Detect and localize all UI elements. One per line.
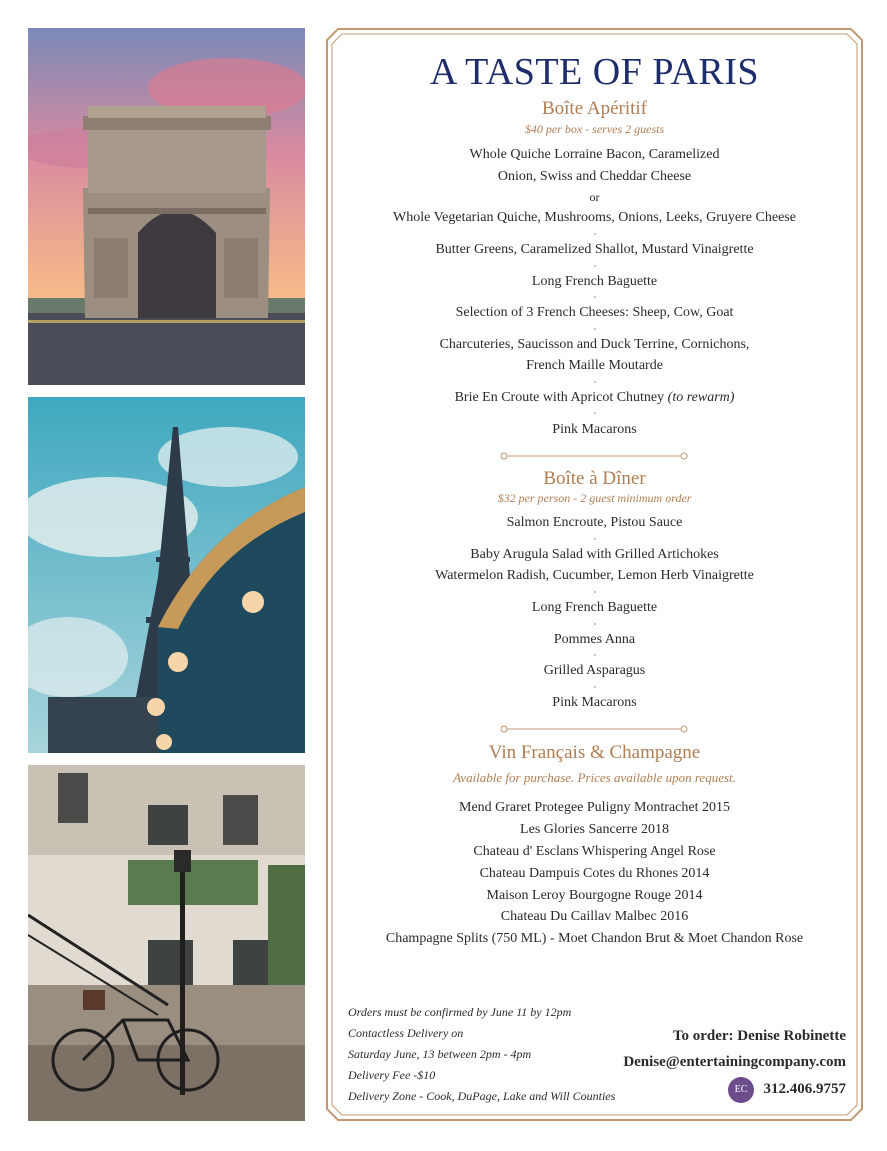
wine-item: Champagne Splits (750 ML) - Moet Chandon Brut & Moet Chandon Rose: [385, 931, 804, 946]
separator-dot: [594, 591, 596, 593]
menu-item-note: (to rewarm): [667, 390, 735, 405]
menu-item: Grilled Asparagus: [543, 663, 646, 678]
delivery-zone-note: Delivery Zone - Cook, DuPage, Lake and Will Counties: [348, 1089, 616, 1103]
wine-item: Chateau Dampuis Cotes du Rhones 2014: [479, 866, 710, 881]
wine-item: Maison Leroy Bourgogne Rouge 2014: [486, 888, 703, 903]
menu-item: Butter Greens, Caramelized Shallot, Mustard Vinaigrette: [435, 242, 754, 257]
section-divider: [499, 724, 689, 734]
wine-item: Mend Graret Protegee Puligny Montrachet 2015: [459, 800, 730, 815]
menu-item: French Maille Moutarde: [526, 358, 663, 373]
menu-item: [326, 387, 863, 408]
separator-dot: [594, 686, 596, 688]
menu-item: Charcuteries, Saucisson and Duck Terrine, Cornichons,: [439, 337, 750, 352]
wine-heading: Vin Français & Champagne: [488, 742, 701, 763]
delivery-fee-note: Delivery Fee -$10: [348, 1068, 436, 1082]
menu-item: Watermelon Radish, Cucumber, Lemon Herb Vinaigrette: [435, 568, 754, 583]
separator-dot: [594, 623, 596, 625]
delivery-note: Contactless Delivery on: [348, 1026, 464, 1040]
separator-dot: [594, 654, 596, 656]
section-divider: [499, 451, 689, 461]
menu-item: Salmon Encroute, Pistou Sauce: [506, 515, 683, 530]
separator-dot: [594, 296, 596, 298]
menu-item: Long French Baguette: [531, 600, 658, 615]
menu-item-or: or: [589, 190, 600, 204]
delivery-date-note: Saturday June, 13 between 2pm - 4pm: [348, 1047, 532, 1061]
aperitif-subheading: $40 per box - serves 2 guests: [524, 122, 665, 136]
menu-item: Pink Macarons: [552, 695, 637, 710]
menu-item: Selection of 3 French Cheeses: Sheep, Cow, Goat: [455, 305, 734, 320]
wine-item: Chateau Du Caillav Malbec 2016: [500, 909, 689, 924]
order-contact-label: To order: Denise Robinette: [672, 1028, 846, 1044]
contact-phone[interactable]: 312.406.9757: [763, 1081, 846, 1097]
separator-dot: [594, 538, 596, 540]
order-deadline-note: Orders must be confirmed by June 11 by 12pm: [348, 1005, 572, 1019]
contact-email[interactable]: Denise@entertainingcompany.com: [623, 1054, 846, 1070]
separator-dot: [594, 328, 596, 330]
page-title: A TASTE OF PARIS: [429, 51, 760, 93]
menu-item: Whole Vegetarian Quiche, Mushrooms, Onions, Leeks, Gruyere Cheese: [393, 210, 796, 225]
wine-item: Les Glories Sancerre 2018: [520, 822, 669, 837]
eiffel-tower-carousel-photo: [28, 397, 305, 753]
menu-item: Baby Arugula Salad with Grilled Artichokes: [470, 547, 719, 562]
menu-item: Pink Macarons: [552, 422, 637, 437]
wine-subheading: Available for purchase. Prices available upon request.: [453, 770, 736, 785]
menu-item: Long French Baguette: [531, 274, 658, 289]
diner-heading: Boîte à Dîner: [543, 468, 646, 489]
ec-logo-badge: EC: [728, 1077, 754, 1103]
separator-dot: [594, 265, 596, 267]
menu-item: Pommes Anna: [553, 632, 636, 647]
diner-subheading: $32 per person - 2 guest minimum order: [497, 491, 692, 505]
menu-item: Whole Quiche Lorraine Bacon, Caramelized: [469, 147, 720, 162]
menu-content: [326, 28, 863, 1121]
wine-item: Chateau d' Esclans Whispering Angel Rose: [473, 844, 716, 859]
menu-item: Onion, Swiss and Cheddar Cheese: [497, 169, 692, 184]
arc-de-triomphe-photo: [28, 28, 305, 385]
separator-dot: [594, 381, 596, 383]
menu-item-text: Brie En Croute with Apricot Chutney: [454, 390, 665, 405]
paris-street-bicycle-photo: [28, 765, 305, 1121]
separator-dot: [594, 233, 596, 235]
separator-dot: [594, 412, 596, 414]
aperitif-heading: Boîte Apéritif: [541, 98, 647, 119]
